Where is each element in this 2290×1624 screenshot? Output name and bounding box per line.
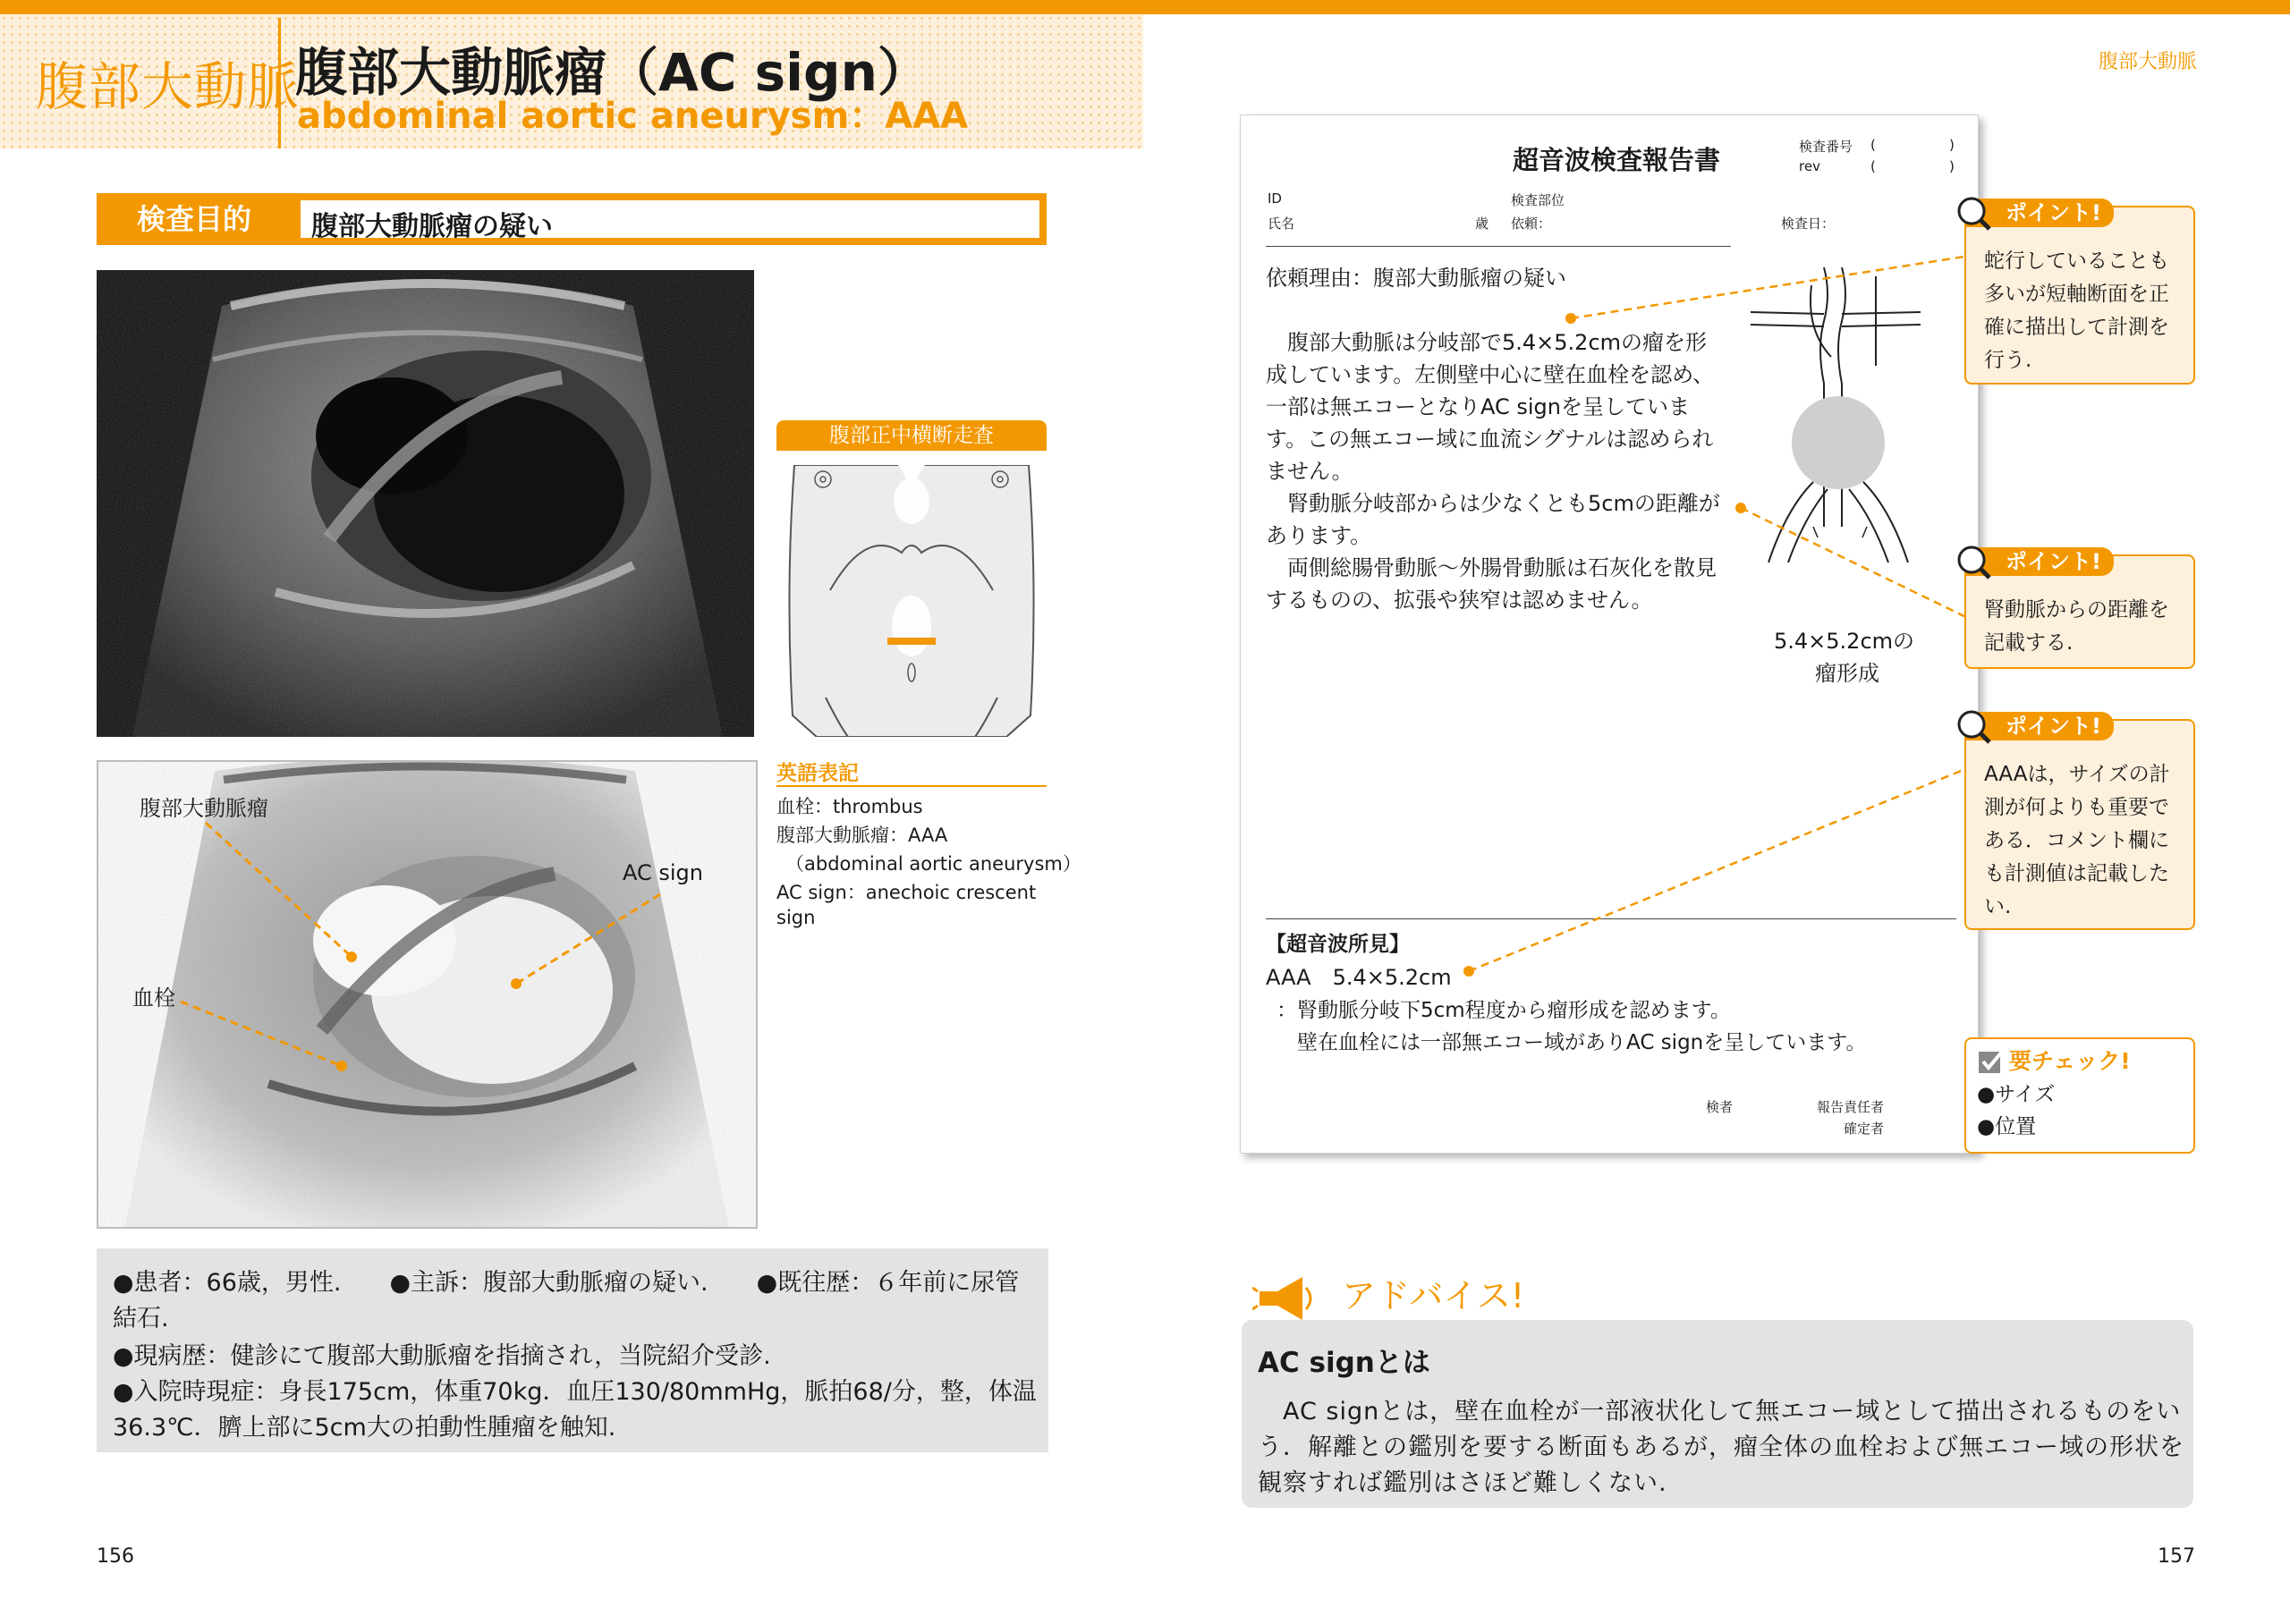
report-body-line: するものの、拡張や狭窄は認めません。 [1266,588,1653,613]
page-subtitle: abdominal aortic aneurysm：AAA [297,96,969,137]
request-reason: 依頼理由：腹部大動脈瘤の疑い [1266,266,1566,291]
callout-line: 行う. [1984,349,2032,372]
report-body-line: 両側総腸骨動脈～外腸骨動脈は石灰化を散見 [1266,555,1717,580]
running-header: 腹部大動脈 [2099,51,2198,73]
english-term: 血栓：thrombus [776,796,923,817]
reporter-label: 報告責任者 [1817,1099,1885,1115]
callout-line: 腎動脈からの距離を [1984,598,2169,622]
point-callout [1964,719,2195,930]
callout-line: 確に描出して計測を [1984,316,2169,339]
callout-line: 多いが短軸断面を正 [1984,283,2169,306]
report-body-line: 一部は無エコーとなりAC signを呈していま [1266,394,1690,419]
magnifier-icon [1955,195,1991,231]
check-item: ●位置 [1977,1115,2037,1138]
page-number-right: 157 [2158,1545,2195,1568]
patient-line: ●患者：66歳，男性. ●主訴：腹部大動脈瘤の疑い. ●既往歴：６年前に尿管 [113,1269,1020,1297]
check-box [1964,1037,2195,1154]
id-label: ID [1268,190,1282,207]
report-body-line: 腹部大動脈は分岐部で5.4×5.2cmの瘤を形 [1266,330,1708,355]
exam-date-label: 検査日： [1781,216,1836,232]
name-label: 氏名 [1268,216,1295,232]
check-title: 要チェック! [2009,1048,2131,1074]
paren: ( [1870,137,1876,153]
exam-site-label: 検査部位 [1511,192,1565,208]
callout-line: 蛇行していることも [1984,250,2169,273]
label-thrombus: 血栓 [132,985,175,1011]
callout-line: AAAは，サイズの計 [1984,763,2170,786]
request-label: 依頼： [1511,216,1552,232]
age-label: 歳 [1475,216,1489,232]
torso-diagram [776,465,1047,737]
page-title: 腹部大動脈瘤（AC sign） [295,42,929,103]
advice-heading: アドバイス! [1342,1276,1525,1315]
diagram-caption: 5.4×5.2cmの [1774,629,1915,654]
findings-line: AAA 5.4×5.2cm [1266,965,1452,990]
magnifier-icon [1955,708,1991,744]
patient-line: 結石. [113,1305,169,1332]
patient-line: ●現病歴：健診にて腹部大動脈瘤を指摘され，当院紹介受診. [113,1342,771,1370]
paren: ) [1949,137,1955,153]
english-term: （abdominal aortic aneurysm） [785,853,1081,875]
label-ac-sign: AC sign [623,860,703,885]
check-item: ●サイズ [1977,1083,2056,1106]
patient-line: ●入院時現症：身長175cm，体重70kg．血圧130/80mmHg，脈拍68/分，整，体温 [113,1378,1037,1406]
examiner-label: 検者 [1706,1099,1734,1115]
megaphone-icon [1252,1272,1320,1325]
chapter-category: 腹部大動脈 [36,56,301,117]
point-callout [1964,206,2195,385]
paren: ) [1949,158,1955,174]
english-term: AC sign：anechoic crescent [776,882,1037,903]
callout-line: 記載する. [1984,631,2074,655]
paren: ( [1870,158,1876,174]
report-body-line: ません。 [1266,459,1353,484]
english-term: 腹部大動脈瘤：AAA [776,825,948,846]
leader-lines [1431,241,1986,1002]
callout-line: い. [1984,895,2012,918]
patient-line: 36.3℃．臍上部に5cm大の拍動性腫瘤を触知. [113,1414,616,1442]
top-accent-bar [0,0,2290,14]
english-term: sign [776,907,816,928]
advice-line: AC signとは，壁在血栓が一部液状化して無エコー域として描出されるものをい [1258,1398,2182,1425]
ultrasound-image [97,270,754,737]
english-terms-title: 英語表記 [776,762,859,785]
advice-title: AC signとは [1258,1347,1430,1379]
report-body-line: 成しています。左側壁中心に壁在血栓を認め、 [1266,362,1715,387]
english-terms-rule [776,785,1047,787]
magnifier-icon [1955,544,1991,579]
findings-line: 壁在血栓には一部無エコー域がありAC signを呈しています。 [1276,1031,1867,1054]
rev-label: rev [1799,158,1820,174]
report-body-line: す。この無エコー域に血流シグナルは認められ [1266,427,1714,452]
purpose-text: 腹部大動脈瘤の疑い [311,211,553,242]
findings-label: 【超音波所見】 [1266,932,1410,956]
advice-line: 観察すれば鑑別はさほど難しくない. [1258,1469,1667,1497]
point-badge: ポイント! [1964,199,2114,227]
report-body-line: あります。 [1266,523,1372,548]
point-badge: ポイント! [1964,712,2114,740]
report-body-line: 腎動脈分岐部からは少なくとも5cmの距離が [1266,491,1720,516]
diagram-caption: 瘤形成 [1815,661,1879,686]
label-aneurysm: 腹部大動脈瘤 [140,796,268,821]
findings-line: ：腎動脈分岐下5cm程度から瘤形成を認めます。 [1276,999,1731,1022]
confirmer-label: 確定者 [1844,1121,1885,1137]
exam-number-label: 検査番号 [1799,139,1853,155]
purpose-label: 検査目的 [136,202,251,236]
advice-line: う．解離との鑑別を要する断面もあるが，瘤全体の血栓および無エコー域の形状を [1258,1434,2184,1461]
callout-line: も計測値は記載した [1984,862,2169,885]
report-title: 超音波検査報告書 [1513,145,1721,175]
callout-line: 測が何よりも重要で [1984,796,2169,819]
page-number-left: 156 [97,1545,134,1568]
scan-direction-label: 腹部正中横断走査 [776,420,1047,451]
callout-line: ある．コメント欄に [1984,829,2169,852]
annotated-ultrasound-image [97,760,758,1229]
point-badge: ポイント! [1964,547,2114,576]
checkbox-icon [1977,1048,2004,1075]
